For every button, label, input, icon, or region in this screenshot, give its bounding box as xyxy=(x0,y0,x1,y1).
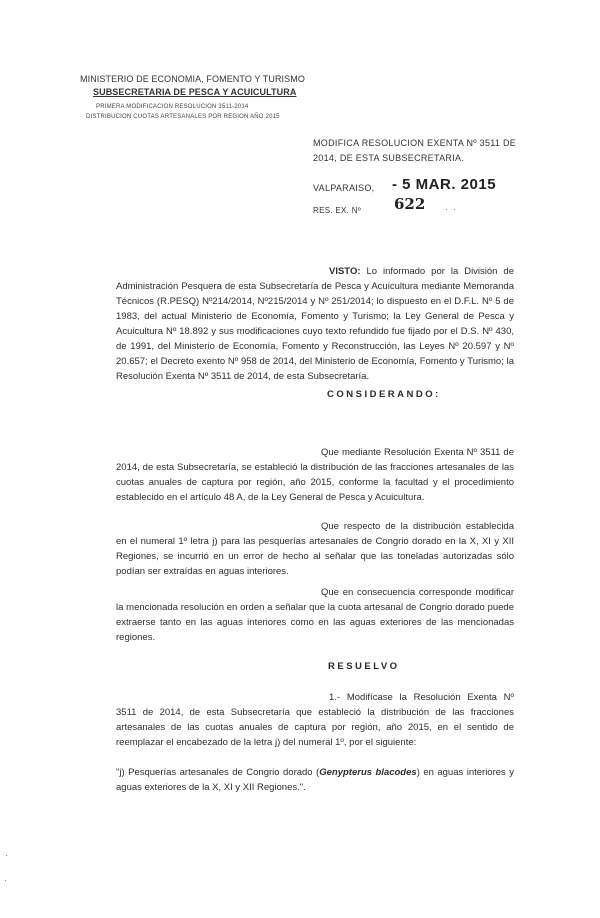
subject-line-2: 2014, DE ESTA SUBSECRETARIA. xyxy=(313,153,465,163)
species-name: Genypterus blacodes xyxy=(319,767,417,778)
considerando-paragraph-3: Que en consecuencia corresponde modificar la mencionada resolución en orden a señalar que la cuota artesanal de Congrio dorado puede extraerse tanto en las aguas interiores como en las aguas exteriores de las mencionadas regiones. xyxy=(116,587,514,643)
scan-speck xyxy=(5,880,6,881)
considerando-paragraph-2: Que respecto de la distribución establecida en el numeral 1º letra j) para las pesquerías artesanales de Congrio dorado en la X, XI y XII Regiones, se incurrió en un error de hecho al señalar que las toneladas autorizadas sólo podían ser extraídas en aguas interiores. xyxy=(116,521,514,577)
resolution-label: RES. EX. Nº xyxy=(313,206,362,215)
quote-start: "j) Pesquerías artesanales de Congrio dorado ( xyxy=(116,767,320,778)
subject-line-1: MODIFICA RESOLUCION EXENTA Nº 3511 DE xyxy=(313,138,517,148)
resuelvo-quote xyxy=(116,765,514,795)
reference-line-2: DISTRIBUCION CUOTAS ARTESANALES POR REGION AÑO 2015 xyxy=(86,114,280,120)
visto-heading: VISTO: xyxy=(329,266,361,277)
resuelvo-paragraph-1: 1.- Modifícase la Resolución Exenta Nº 3511 de 2014, de esta Subsecretaría que estableció la distribución de las fracciones artesanales de las cuotas anuales de captura por región, año 2015, en el sentido de reemplazar el encabezado de la letra j) del numeral 1º, por el siguiente: xyxy=(116,692,514,748)
reference-line-1: PRIMERA MODIFICACION RESOLUCION 3511-2014 xyxy=(96,104,249,110)
considerando-paragraph-1: Que mediante Resolución Exenta Nº 3511 de 2014, de esta Subsecretaría, se estableció la distribución de las fracciones artesanales de las cuotas anuales de captura por región, año 2015, conforme la facultad y el procedimiento establecido en el artículo 48 A, de la Ley General de Pesca y Acuicultura. xyxy=(116,447,514,503)
quote-end: ) en aguas interiores y aguas exteriores de la X, XI y XII Regiones.". xyxy=(116,767,515,793)
resuelvo-heading: RESUELVO xyxy=(328,661,400,672)
scan-speck xyxy=(6,855,7,856)
place-label: VALPARAISO, xyxy=(313,183,375,193)
subsecretaria-name: SUBSECRETARIA DE PESCA Y ACUICULTURA xyxy=(93,87,297,97)
scan-speck xyxy=(446,209,447,210)
resolution-number: 622 xyxy=(394,195,426,213)
ministry-name: MINISTERIO DE ECONOMIA, FOMENTO Y TURISMO xyxy=(80,74,305,84)
considerando-heading: CONSIDERANDO: xyxy=(327,389,441,400)
date-stamp: - 5 MAR. 2015 xyxy=(392,176,497,193)
scan-speck xyxy=(454,209,455,210)
visto-paragraph xyxy=(116,264,514,384)
visto-text: Lo informado por la División de Administración Pesquera de esta Subsecretaría de Pesca y Acuicultura mediante Memoranda Técnicos (R.PESQ) Nº214/2014, Nº215/2014 y Nº 251/2014; lo dispuesto en el D.F.L. Nº 5 de 1983, del actual Ministerio de Economía, Fomento y Turismo; la Ley General de Pesca y Acuicultura Nº 18.892 y sus modificaciones cuyo texto refundido fue fijado por el D.S. Nº 430, de 1991, del Ministerio de Economía, Fomento y Reconstrucción, las Leyes Nº 20.597 y Nº 20.657; el Decreto exento Nº 958 de 2014, del Ministerio de Economía, Fomento y Turismo; la Resolución Exenta Nº 3511 de 2014, de esta Subsecretaría. xyxy=(116,266,514,382)
